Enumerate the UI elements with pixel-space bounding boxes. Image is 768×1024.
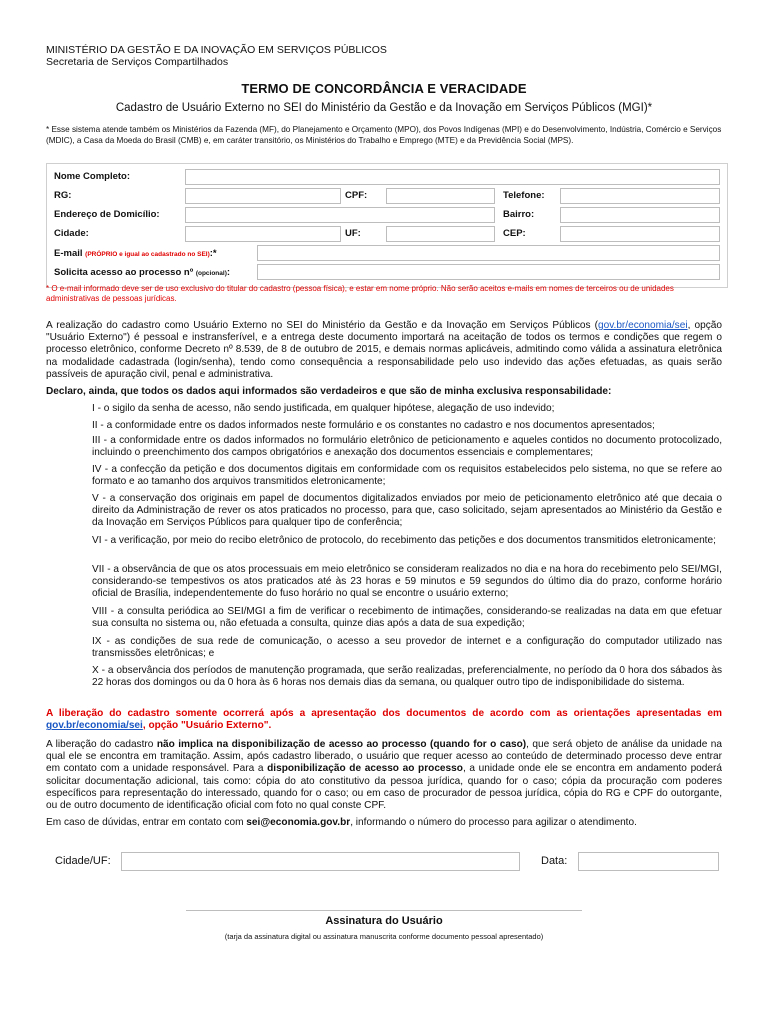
label-processo-note: (opcional) [195,270,227,277]
label-email-note: (PRÓPRIO e igual ao cadastrado no SEI) [85,251,210,258]
liberation-warning-a: A liberação do cadastro somente ocorrerá após a apresentação dos documentos de acordo com as orientações apresentadas em [46,708,722,719]
input-rg[interactable] [185,188,341,204]
liberation-warning-b: , opção "Usuário Externo". [142,720,272,732]
label-uf: UF: [345,228,361,239]
label-endereco: Endereço de Domicílio: [54,209,160,220]
paragraph-contact-b: , informando o número do processo para agilizar o atendimento. [350,817,637,828]
label-email [54,248,217,259]
secretariat-name: Secretaria de Serviços Compartilhados [46,56,229,68]
ministries-note: * Esse sistema atende também os Ministérios da Fazenda (MF), do Planejamento e Orçamento (MPO), dos Povos Indígenas (MPI) e do Desenvolvimento, Indústria, Comércio e Serviços (MDIC), a Casa da Moeda do Brasil (CMB) e, em caráter transitório, os Ministérios do Trabalho e Emprego (MTE) e da Previdência Social (MPS). [46,125,722,145]
input-cidade[interactable] [185,226,341,242]
input-email[interactable] [257,245,720,261]
list-item: VII - a observância de que os atos processuais em meio eletrônico se consideram realizados no dia e na hora do recebimento pelo SEI/MGI, considerando-se tempestivos os atos praticados até às 23 horas e 59 minutos e 59 segundos do último dia do prazo, conforme horário oficial de Brasília, independentemente do fuso horário no qual se encontre o usuário externo; [92,564,722,600]
list-item: III - a conformidade entre os dados informados no formulário eletrônico de peticionamento e aqueles contidos no documento protocolizado, incluindo o preenchimento dos campos obrigatórios e anexação dos documentos essenciais e complementares; [92,435,722,459]
label-data: Data: [541,855,568,867]
label-rg: RG: [54,190,72,201]
paragraph-access-a: A liberação do cadastro [46,739,157,750]
paragraph-access-b: não implica na disponibilização de acesso ao processo (quando for o caso) [156,739,527,750]
label-cep: CEP: [503,228,526,239]
input-cep[interactable] [560,226,720,242]
paragraph-intro [46,320,722,381]
paragraph-intro-a: A realização do cadastro como Usuário Externo no SEI do Ministério da Gestão e da Inovação em Serviços Públicos ( [46,320,598,331]
signature-subtitle: (tarja da assinatura digital ou assinatura manuscrita conforme documento pessoal apresentado) [224,932,544,941]
input-nome[interactable] [185,169,720,185]
list-item: X - a observância dos períodos de manutenção programada, que serão realizadas, preferencialmente, no período da 0 hora dos sábados às 22 horas dos domingos ou da 0 hora às 6 horas nos demais dias da semana, ou qualquer outro tipo de indisponibilidade do sistema. [92,665,722,689]
label-processo [54,267,230,278]
label-cpf: CPF: [345,190,368,201]
input-processo[interactable] [257,264,720,280]
header [46,44,387,68]
input-cpf[interactable] [386,188,495,204]
label-cidade-uf: Cidade/UF: [55,855,111,867]
sei-link-2[interactable]: gov.br/economia/sei [46,720,143,732]
input-data[interactable] [578,852,719,871]
list-item: II - a conformidade entre os dados informados neste formulário e os constantes no cadastro e nos documentos apresentados; [92,420,655,431]
registration-form [46,163,728,288]
label-email-suffix: :* [209,248,217,259]
input-telefone[interactable] [560,188,720,204]
contact-email: sei@economia.gov.br [246,817,351,828]
list-item: I - o sigilo da senha de acesso, não sendo justificada, em qualquer hipótese, alegação de uso indevido; [92,403,555,414]
ministry-name: MINISTÉRIO DA GESTÃO E DA INOVAÇÃO EM SERVIÇOS PÚBLICOS [46,44,387,56]
sei-link[interactable]: gov.br/economia/sei [597,320,688,331]
paragraph-access-d: disponibilização de acesso ao processo [267,763,463,775]
paragraph-access-c: , que será objeto de análise da unidade na qual ele se encontra em tramitação. Assim, após cadastro liberado, o usuário que requer acesso ao conteúdo de determinado processo deve entrar em contato com a unidade responsável. Para a [46,739,722,775]
input-bairro[interactable] [560,207,720,223]
label-cidade: Cidade: [54,228,89,239]
signature-title: Assinatura do Usuário [325,915,443,927]
list-item: IV - a confecção da petição e dos documentos digitais em conformidade com os requisitos estabelecidos pelo sistema, no que se refere ao formato e ao tamanho dos arquivos transmitidos eletronicamente; [92,464,722,488]
label-processo-suffix: : [226,267,231,278]
label-bairro: Bairro: [503,209,535,220]
input-uf[interactable] [386,226,495,242]
document-title: TERMO DE CONCORDÂNCIA E VERACIDADE [241,81,527,96]
list-item: V - a conservação dos originais em papel de documentos digitalizados enviados por meio de peticionamento eletrônico até que decaia o direito da Administração de rever os atos praticados no processo, para que, caso solicitado, sejam apresentados ao Ministério da Gestão e da Inovação em Serviços Públicos para qualquer tipo de conferência; [92,493,722,529]
paragraph-access [46,739,722,812]
declaration-heading: Declaro, ainda, que todos os dados aqui informados são verdadeiros e que são de minha exclusiva responsabilidade: [46,386,612,397]
paragraph-access-e: , a unidade onde ele se encontra em andamento poderá solicitar documentação adicional, tais como: cópia do ato constitutivo da pessoa jurídica, quando for o caso; cópia da procuração com poderes específicos para representação do interessado, quando for o caso; ou em caso de procurador de pessoa jurídica, cópia do RG e CPF do outorgante, ou de outro documento de identificação oficial com foto no qual conste CPF. [46,763,722,812]
input-endereco[interactable] [185,207,495,223]
document-subtitle: Cadastro de Usuário Externo no SEI do Ministério da Gestão e da Inovação em Serviços Públicos (MGI)* [115,102,653,114]
list-item: VI - a verificação, por meio do recibo eletrônico de protocolo, do recebimento das petições e dos documentos transmitidos eletronicamente; [92,535,716,546]
paragraph-intro-b: , opção "Usuário Externo") é pessoal e instransferível, e a entrega deste documento importará na aceitação de todos os termos e condições que regem o processo eletrônico, conforme Decreto nº 8.539, de 8 de outubro de 2015, e demais normas aplicáveis, admitindo como válida a assinatura eletrônica na modalidade cadastrada (login/senha), tendo como consequência a responsabilidade pelo uso indevido das ações efetuadas, as quais serão passíveis de apuração civil, penal e administrativa. [46,320,722,380]
label-email-text: E-mail [54,248,83,259]
paragraph-contact-a: Em caso de dúvidas, entrar em contato com [46,817,247,828]
list-item: VIII - a consulta periódica ao SEI/MGI a fim de verificar o recebimento de intimações, considerando-se realizadas na data em que efetuar sua consulta no sistema ou, não efetuada a consulta, quinze dias após a data de sua expedição; [92,606,722,630]
input-cidade-uf[interactable] [121,852,520,871]
list-item: IX - as condições de sua rede de comunicação, o acesso a seu provedor de internet e a configuração do computador utilizado nas transmissões eletrônicas; e [92,636,722,660]
signature-line [186,910,582,911]
email-warning: * O e-mail informado deve ser de uso exclusivo do titular do cadastro (pessoa física), e estar em nome próprio. Não serão aceitos e-mails em nomes de terceiros ou de unidades administrativas de pessoas jurídicas. [46,284,674,303]
label-telefone: Telefone: [503,190,545,201]
liberation-warning [46,708,722,732]
label-nome: Nome Completo: [54,171,130,182]
paragraph-contact [46,817,722,829]
label-processo-text: Solicita acesso ao processo nº [54,267,194,278]
